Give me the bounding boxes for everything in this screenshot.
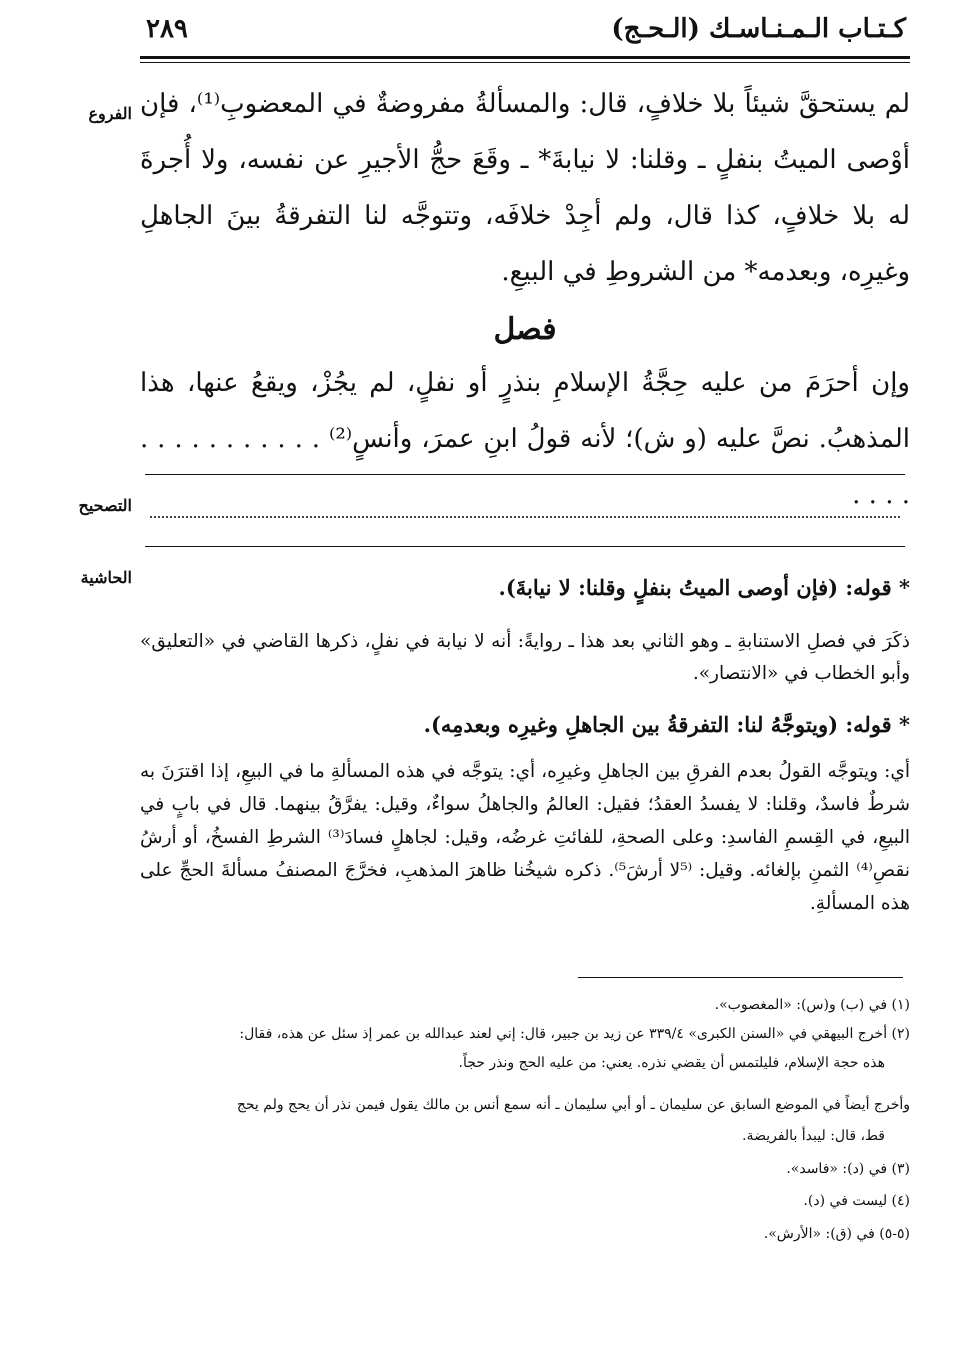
footnote-2-cont: هذه حجة الإسلام، فليلتمس أن يقضي نذره. يعني: من عليه الحج ونذر حجاً. bbox=[458, 1055, 885, 1071]
margin-label-tashih: التصحيح bbox=[78, 496, 132, 515]
main-paragraph-1: لم يستحقَّ شيئاً بلا خلافٍ، قال: والمسألةُ مفروضةٌ في المعضوبِ⁽¹⁾، فإن أوْصى الميتُ بنفلٍ ـ وقلنا: لا نيابةَ* ـ وقَعَ حجُّ الأجيرِ عن نفسه، ولا أُجرةَ له بلا خلافٍ، كذا قال، ولم أجِدْ خلافَه، وتتوجَّه لنا التفرقةُ بينَ الجاهلِ وغيرِه، وبعدمه* من الشروطِ في البيعِ. bbox=[140, 89, 911, 287]
margin-label-hashiya: الحاشية bbox=[80, 568, 132, 587]
footnote-2-extra-cont: قط، قال: ليبدأ بالفريضة. bbox=[742, 1128, 885, 1144]
hashiya-quote-1: * قوله: (فإن أوصى الميتُ بنفلٍ وقلنا: لا نيابةَ). bbox=[498, 575, 910, 600]
margin-label-furu: الفروع bbox=[88, 104, 132, 123]
footnote-5: (٥-٥) في (ق): «الأرش». bbox=[763, 1226, 910, 1242]
footnote-1: (١) في (ب) و(س): «المغصوب». bbox=[714, 997, 910, 1013]
book-title: كـتـاب الـمـنـاسـك (الـحـج) bbox=[611, 14, 906, 44]
footnote-rule bbox=[578, 977, 903, 978]
tashih-bottom-rule bbox=[145, 546, 905, 547]
hashiya-quote-2: * قوله: (ويتوجَّهُ لنا: التفرقةُ بين الجاهلِ وغيرِه وبعدمِه). bbox=[423, 712, 910, 737]
section-heading: فصل bbox=[493, 312, 557, 347]
footnote-4: (٤) ليست في (د). bbox=[803, 1193, 910, 1209]
tashih-top-rule bbox=[145, 474, 905, 475]
page-number: ٢٨٩ bbox=[146, 14, 188, 44]
footnote-2: (٢) أخرج البيهقي في «السنن الكبرى» ٣٣٩/٤ عن زيد بن جبير، قال: إني لعند عبدالله بن عمر إذ سئل عن هذه، فقال: bbox=[239, 1026, 910, 1042]
header-rule-thin bbox=[140, 62, 910, 63]
footnote-3: (٣) في (د): «فاسد». bbox=[786, 1161, 910, 1177]
hashiya-text-1: ذكَرَ في فصلِ الاستنابةِ ـ وهو الثاني بعد هذا ـ روايةً: أنه لا نيابة في نفلٍ، ذكرها القاضي في «التعليق» وأبو الخطاب في «الانتصار». bbox=[140, 631, 910, 684]
header-rule bbox=[140, 56, 910, 59]
tashih-dotted-line bbox=[150, 516, 900, 518]
main-paragraph-2: وإن أحرَمَ من عليه حِجَّةُ الإسلامِ بنذرٍ أو نفلٍ، لم يجُزْ، ويقعُ عنها، هذا المذهبُ. نصَّ عليه (و ش)؛ لأنه قولُ ابنِ عمرَ، وأنسٍ⁽²⁾ . . . . . . . . . . . . . . . bbox=[140, 368, 911, 510]
footnote-2-extra: وأخرج أيضاً في الموضع السابق عن سليمان ـ أو أبي سليمان ـ أنه سمع أنس بن مالك يقول فيمن نذر أن يحج ولم يحج bbox=[236, 1097, 910, 1113]
hashiya-text-2: أي: ويتوجَّه القولُ بعدم الفرقِ بين الجاهلِ وغيرِه، أي: يتوجَّه في هذه المسألةِ ما في البيعِ، إذا اقترَنَ به شرطٌ فاسدٌ، وقلنا: لا يفسدُ العقدُ؛ فقيل: العالمُ والجاهلُ سواءٌ، وقيل: يفرَّقُ بينهما. قال في بابٍ في البيعِ، في القِسمِ الفاسدِ: وعلى الصحةِ، للفائتِ غرضُه، وقيل: لجاهلٍ فسادَ⁽³⁾ الشرطِ الفسخُ، أو أرشُ نقصِ⁽⁴⁾ الثمنِ بإلغائه. وقيل: ⁽⁵لا أرشَ⁵⁾. ذكره شيخُنا ظاهرَ المذهبِ، فخرَّجَ المصنفُ مسألةَ الحجِّ على هذه المسألةِ. bbox=[140, 761, 910, 914]
